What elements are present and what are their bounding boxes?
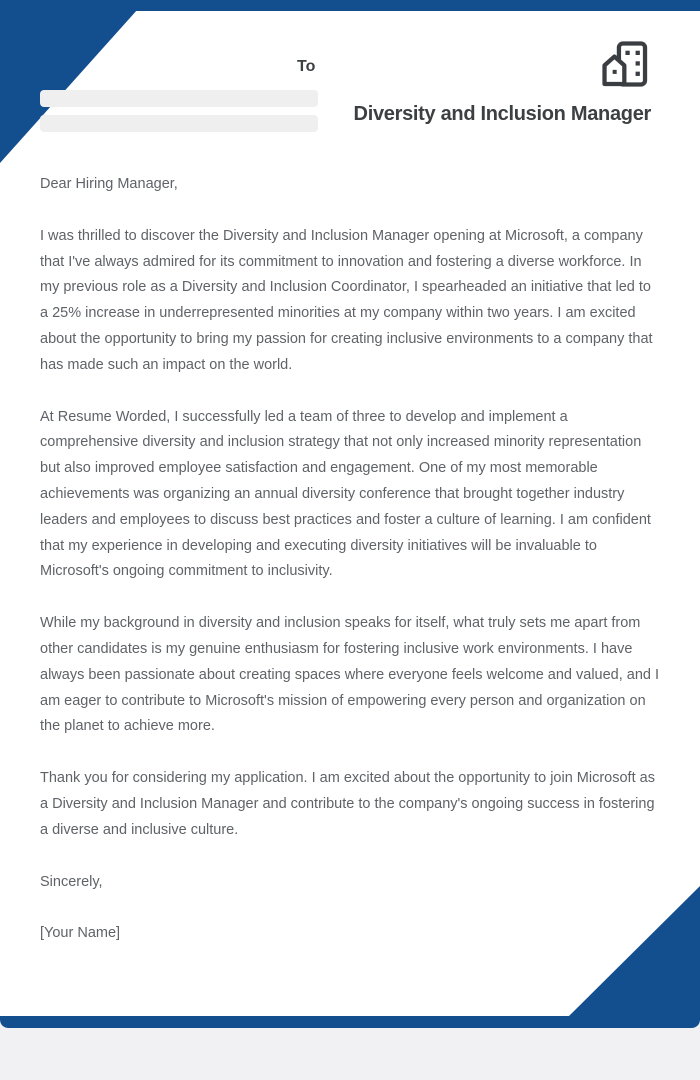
to-label: To bbox=[297, 58, 316, 75]
letter-paragraph: While my background in diversity and inclusion speaks for itself, what truly sets me apart from other candidates is my genuine enthusiasm for fostering inclusive work environments. I have always been passionate about creating spaces where everyone feels welcome and valued, and I am eager to contribute to Microsoft's mission of empowering every person and organization on the planet to achieve more. bbox=[40, 615, 660, 735]
letter-paragraph: At Resume Worded, I successfully led a team of three to develop and implement a comprehensive diversity and inclusion strategy that not only increased minority representation but also improved employee satisfaction and engagement. One of my most memorable achievements was organizing an annual diversity conference that brought together industry leaders and employees to discuss best practices and foster a culture of learning. I am confident that my experience in developing and executing diversity initiatives will be invaluable to Microsoft's ongoing commitment to inclusivity. bbox=[40, 408, 651, 580]
recipient-name-placeholder bbox=[40, 90, 318, 107]
letter-paragraph: I was thrilled to discover the Diversity and Inclusion Manager opening at Microsoft, a company that I've always admired for its commitment to innovation and fostering a diverse workforce. In my previous role as a Diversity and Inclusion Coordinator, I spearheaded an initiative that led to a 25% increase in underrepresented minorities at my company within two years. I am excited about the opportunity to bring my passion for creating inclusive environments to a company that has made such an impact on the world. bbox=[40, 227, 653, 373]
closing: Sincerely, bbox=[40, 873, 103, 890]
salutation: Dear Hiring Manager, bbox=[40, 176, 178, 192]
letter-paragraph: Thank you for considering my application. I am excited about the opportunity to join Microsoft as a Diversity and Inclusion Manager and contribute to the company's ongoing success in fostering a diverse and inclusive culture. bbox=[40, 770, 655, 838]
building-home-icon bbox=[598, 37, 652, 91]
top-accent-bar bbox=[0, 0, 700, 11]
signature: [Your Name] bbox=[40, 925, 121, 942]
bottom-accent-bar bbox=[0, 1016, 700, 1028]
job-title-heading: Diversity and Inclusion Manager bbox=[353, 103, 651, 125]
recipient-address-placeholder bbox=[40, 115, 318, 132]
top-left-accent-triangle bbox=[0, 0, 146, 163]
letter-paragraphs bbox=[40, 224, 662, 844]
letter-body bbox=[40, 172, 662, 973]
